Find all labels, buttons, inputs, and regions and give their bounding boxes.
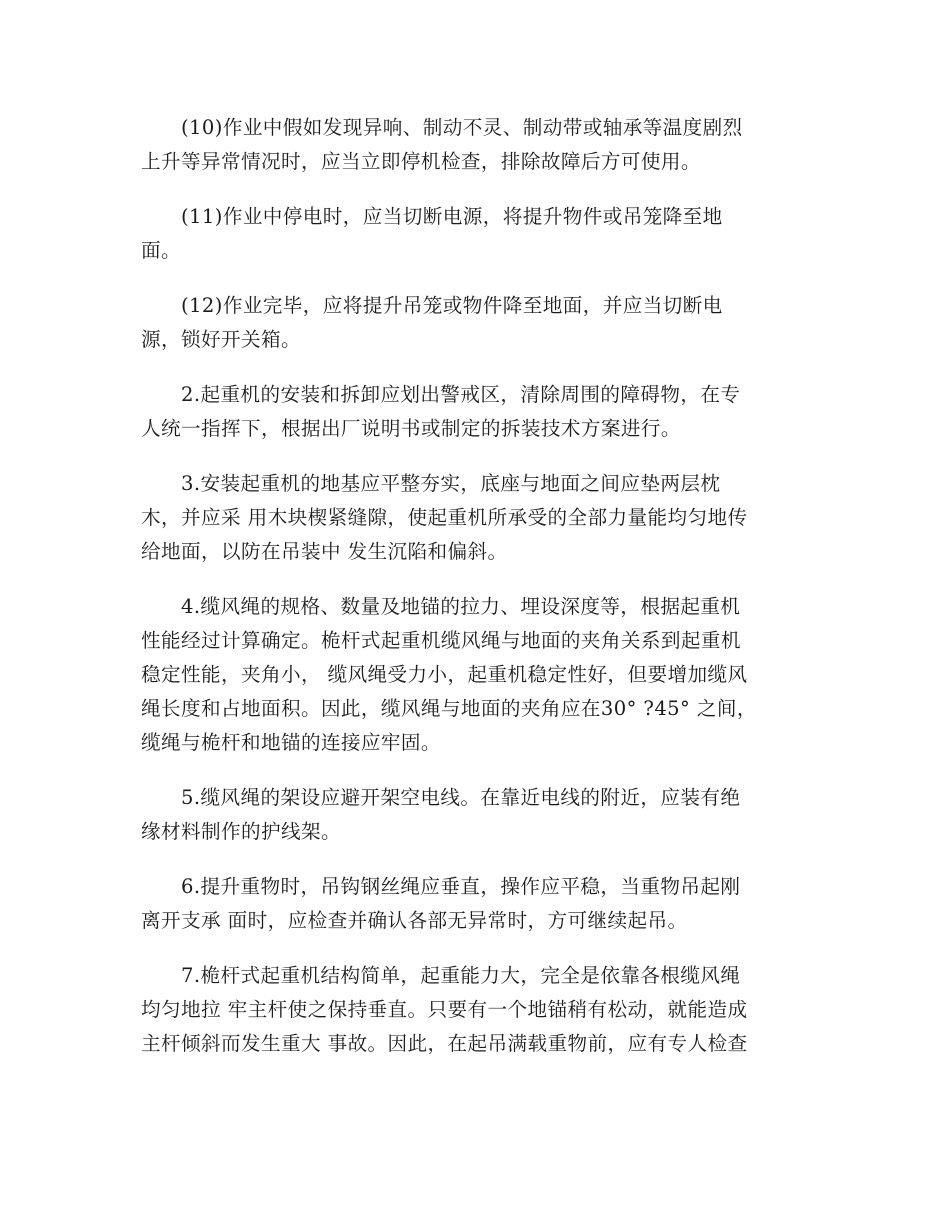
- text-line: 缘材料制作的护线架。: [141, 820, 341, 843]
- text-line: 源，锁好开关箱。: [141, 328, 301, 351]
- text-line: 5.缆风绳的架设应避开架空电线。在靠近电线的附近，应装有绝: [181, 786, 741, 809]
- text-line: 缆绳与桅杆和地锚的连接应牢固。: [141, 731, 441, 754]
- text-line: 7.桅杆式起重机结构简单，起重能力大，完全是依靠各根缆风绳: [181, 964, 741, 987]
- text-line: 2.起重机的安装和拆卸应划出警戒区，清除周围的障碍物，在专: [181, 383, 741, 406]
- text-line: 木，并应采 用木块楔紧缝隙，使起重机所承受的全部力量能均匀地传: [141, 506, 748, 529]
- text-line: (10)作业中假如发现异响、制动不灵、制动带或轴承等温度剧烈: [181, 116, 743, 139]
- text-line: 上升等异常情况时，应当立即停机检查，排除故障后方可使用。: [141, 150, 701, 173]
- text-line: 6.提升重物时，吊钩钢丝绳应垂直，操作应平稳，当重物吊起刚: [181, 875, 741, 898]
- text-line: 面。: [141, 239, 181, 262]
- paragraph-item-12: [141, 289, 813, 357]
- paragraph-section-4: [141, 590, 813, 760]
- paragraph-item-11: [141, 200, 813, 268]
- text-line: 均匀地拉 牢主杆使之保持垂直。只要有一个地锚稍有松动，就能造成: [141, 998, 748, 1021]
- text-line: 绳长度和占地面积。因此，缆风绳与地面的夹角应在30° ?45° 之间，: [141, 697, 757, 720]
- text-line: 离开支承 面时，应检查并确认各部无异常时，方可继续起吊。: [141, 909, 688, 932]
- text-line: 给地面，以防在吊装中 发生沉陷和偏斜。: [141, 540, 508, 563]
- paragraph-section-5: [141, 781, 813, 849]
- text-line: (12)作业完毕，应将提升吊笼或物件降至地面，并应当切断电: [181, 294, 723, 317]
- paragraph-section-3: [141, 467, 813, 569]
- text-line: (11)作业中停电时，应当切断电源，将提升物件或吊笼降至地: [181, 205, 723, 228]
- text-line: 4.缆风绳的规格、数量及地锚的拉力、埋设深度等，根据起重机: [181, 595, 741, 618]
- text-line: 性能经过计算确定。桅杆式起重机缆风绳与地面的夹角关系到起重机: [141, 629, 741, 652]
- paragraph-section-6: [141, 870, 813, 938]
- paragraph-section-7: [141, 959, 813, 1061]
- paragraph-section-2: [141, 378, 813, 446]
- text-line: 主杆倾斜而发生重大 事故。因此，在起吊满载重物前，应有专人检查: [141, 1032, 748, 1055]
- text-line: 人统一指挥下，根据出厂说明书或制定的拆装技术方案进行。: [141, 417, 681, 440]
- paragraph-item-10: [141, 111, 813, 179]
- text-line: 稳定性能，夹角小， 缆风绳受力小，起重机稳定性好，但要增加缆风: [141, 663, 748, 686]
- text-line: 3.安装起重机的地基应平整夯实，底座与地面之间应垫两层枕: [181, 472, 721, 495]
